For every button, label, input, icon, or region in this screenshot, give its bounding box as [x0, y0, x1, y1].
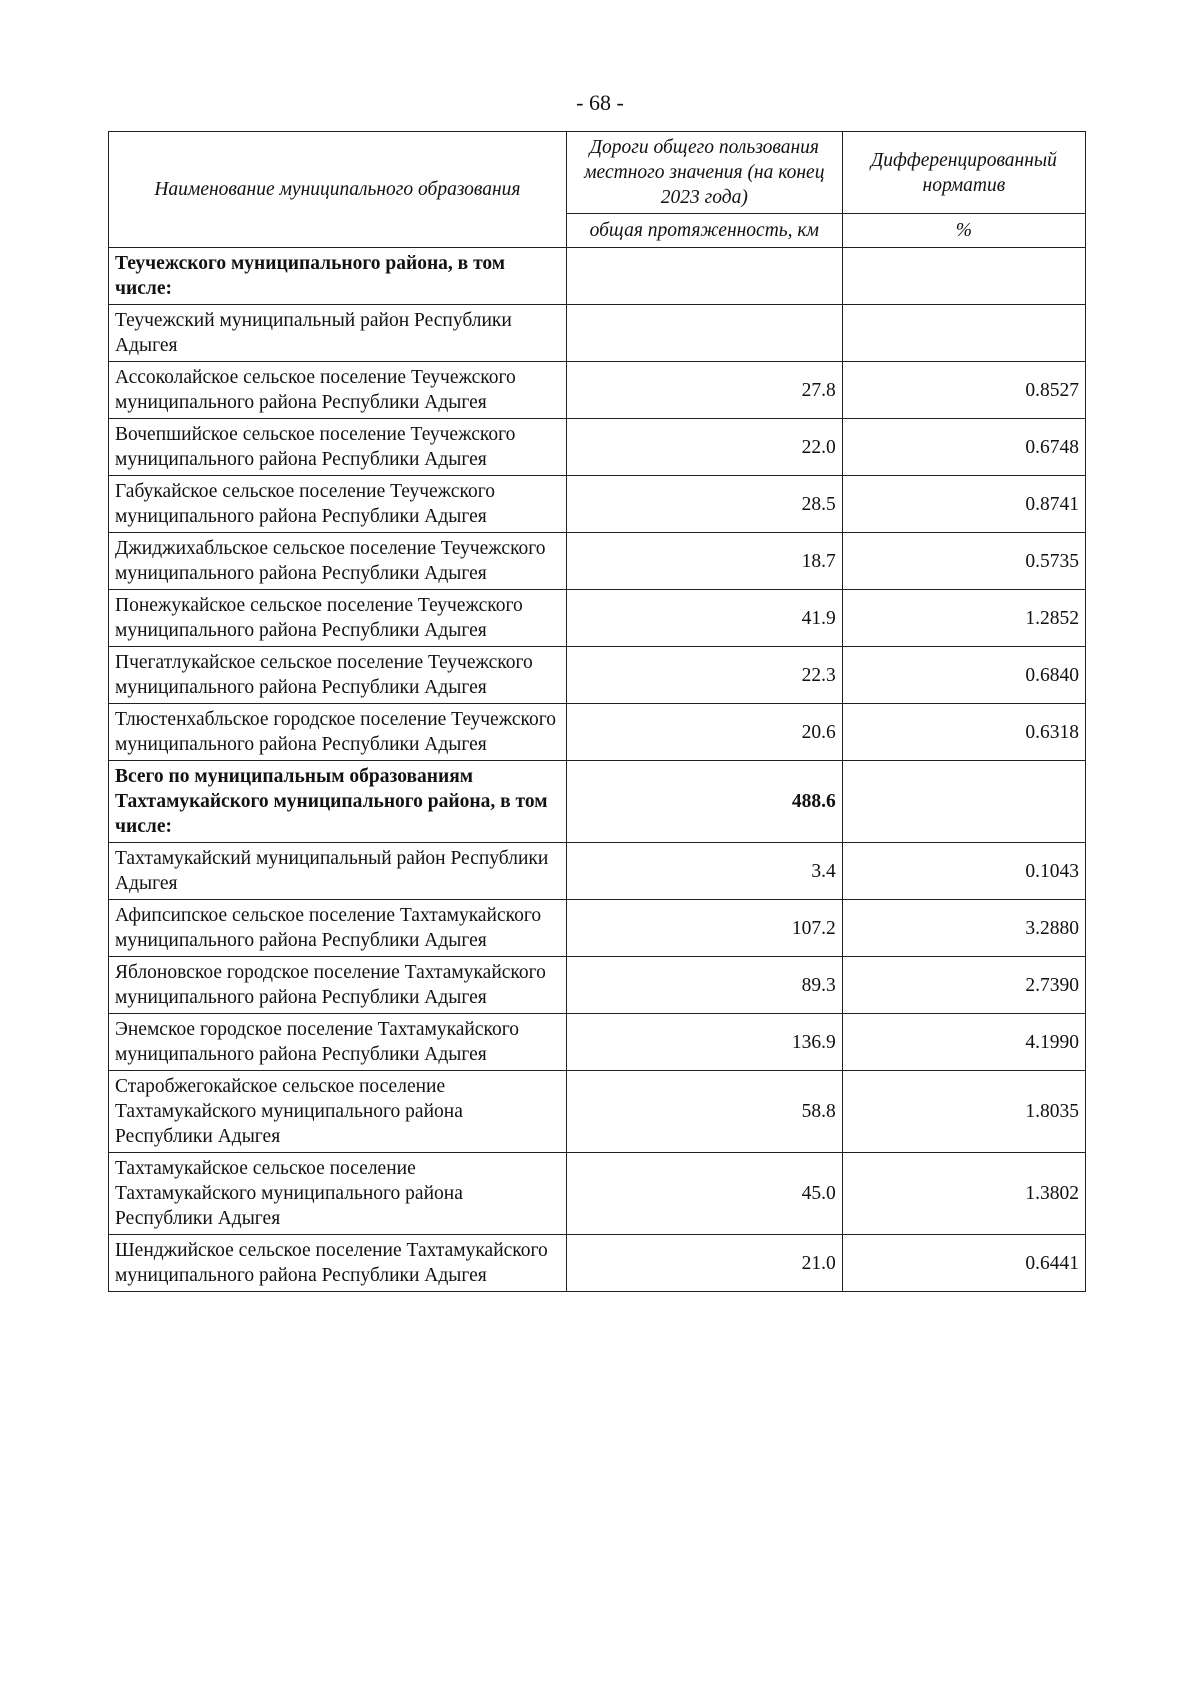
subheader-roads: общая протяженность, км: [566, 214, 842, 248]
header-name: Наименование муниципального образования: [109, 132, 567, 248]
norm-percent-cell: 0.6748: [842, 419, 1085, 476]
road-length-cell: 18.7: [566, 533, 842, 590]
municipality-name-cell: Пчегатлукайское сельское поселение Теучежского муниципального района Республики Адыгея: [109, 647, 567, 704]
road-length-cell: 22.3: [566, 647, 842, 704]
norm-percent-cell: 0.6441: [842, 1235, 1085, 1292]
table-row: [109, 704, 1086, 761]
norm-percent-cell: 0.6840: [842, 647, 1085, 704]
municipality-name-cell: Старобжегокайское сельское поселение Тахтамукайского муниципального района Республики Адыгея: [109, 1071, 567, 1153]
norm-percent-cell: 0.6318: [842, 704, 1085, 761]
municipality-name-cell: Вочепшийское сельское поселение Теучежского муниципального района Республики Адыгея: [109, 419, 567, 476]
norm-percent-cell: 1.8035: [842, 1071, 1085, 1153]
municipality-name-cell: Всего по муниципальным образованиям Тахтамукайского муниципального района, в том числе:: [109, 761, 567, 843]
norm-percent-cell: 2.7390: [842, 957, 1085, 1014]
road-length-cell: 27.8: [566, 362, 842, 419]
norm-percent-cell: 3.2880: [842, 900, 1085, 957]
road-length-cell: 107.2: [566, 900, 842, 957]
road-length-cell: 20.6: [566, 704, 842, 761]
table-row: [109, 900, 1086, 957]
table-row: [109, 957, 1086, 1014]
municipality-name-cell: Габукайское сельское поселение Теучежского муниципального района Республики Адыгея: [109, 476, 567, 533]
table-row: [109, 476, 1086, 533]
norm-percent-cell: 0.8741: [842, 476, 1085, 533]
road-length-cell: 136.9: [566, 1014, 842, 1071]
municipality-name-cell: Тахтамукайский муниципальный район Республики Адыгея: [109, 843, 567, 900]
road-length-cell: 58.8: [566, 1071, 842, 1153]
table-header-row: [109, 132, 1086, 214]
municipality-name-cell: Понежукайское сельское поселение Теучежского муниципального района Республики Адыгея: [109, 590, 567, 647]
municipality-name-cell: Энемское городское поселение Тахтамукайского муниципального района Республики Адыгея: [109, 1014, 567, 1071]
road-length-cell: 3.4: [566, 843, 842, 900]
table-row: [109, 248, 1086, 305]
table-row: [109, 362, 1086, 419]
header-roads: Дороги общего пользования местного значения (на конец 2023 года): [566, 132, 842, 214]
table-row: [109, 761, 1086, 843]
municipality-name-cell: Тлюстенхабльское городское поселение Теучежского муниципального района Республики Адыгея: [109, 704, 567, 761]
municipality-name-cell: Шенджийское сельское поселение Тахтамукайского муниципального района Республики Адыгея: [109, 1235, 567, 1292]
page-number: - 68 -: [576, 90, 624, 115]
road-length-cell: 21.0: [566, 1235, 842, 1292]
norm-percent-cell: [842, 761, 1085, 843]
table-row: [109, 1153, 1086, 1235]
table-row: [109, 533, 1086, 590]
table-row: [109, 305, 1086, 362]
norm-percent-cell: [842, 305, 1085, 362]
municipality-name-cell: Теучежского муниципального района, в том числе:: [109, 248, 567, 305]
road-length-cell: 41.9: [566, 590, 842, 647]
road-length-cell: [566, 248, 842, 305]
road-length-cell: 488.6: [566, 761, 842, 843]
header-norm: Дифференцированный норматив: [842, 132, 1085, 214]
table-row: [109, 1014, 1086, 1071]
table-row: [109, 1071, 1086, 1153]
municipality-name-cell: Яблоновское городское поселение Тахтамукайского муниципального района Республики Адыгея: [109, 957, 567, 1014]
norm-percent-cell: 1.2852: [842, 590, 1085, 647]
norm-percent-cell: 1.3802: [842, 1153, 1085, 1235]
municipality-name-cell: Джиджихабльское сельское поселение Теучежского муниципального района Республики Адыгея: [109, 533, 567, 590]
road-length-cell: 89.3: [566, 957, 842, 1014]
table-row: [109, 1235, 1086, 1292]
norm-percent-cell: 0.8527: [842, 362, 1085, 419]
norm-percent-cell: [842, 248, 1085, 305]
subheader-norm: %: [842, 214, 1085, 248]
norm-percent-cell: 4.1990: [842, 1014, 1085, 1071]
table-row: [109, 590, 1086, 647]
municipality-name-cell: Теучежский муниципальный район Республики Адыгея: [109, 305, 567, 362]
table-row: [109, 843, 1086, 900]
roads-table: [108, 131, 1086, 1292]
norm-percent-cell: 0.1043: [842, 843, 1085, 900]
municipality-name-cell: Тахтамукайское сельское поселение Тахтамукайского муниципального района Республики Адыгея: [109, 1153, 567, 1235]
table-row: [109, 647, 1086, 704]
municipality-name-cell: Афипсипское сельское поселение Тахтамукайского муниципального района Республики Адыгея: [109, 900, 567, 957]
road-length-cell: 22.0: [566, 419, 842, 476]
road-length-cell: [566, 305, 842, 362]
municipality-name-cell: Ассоколайское сельское поселение Теучежского муниципального района Республики Адыгея: [109, 362, 567, 419]
norm-percent-cell: 0.5735: [842, 533, 1085, 590]
road-length-cell: 28.5: [566, 476, 842, 533]
road-length-cell: 45.0: [566, 1153, 842, 1235]
table-row: [109, 419, 1086, 476]
